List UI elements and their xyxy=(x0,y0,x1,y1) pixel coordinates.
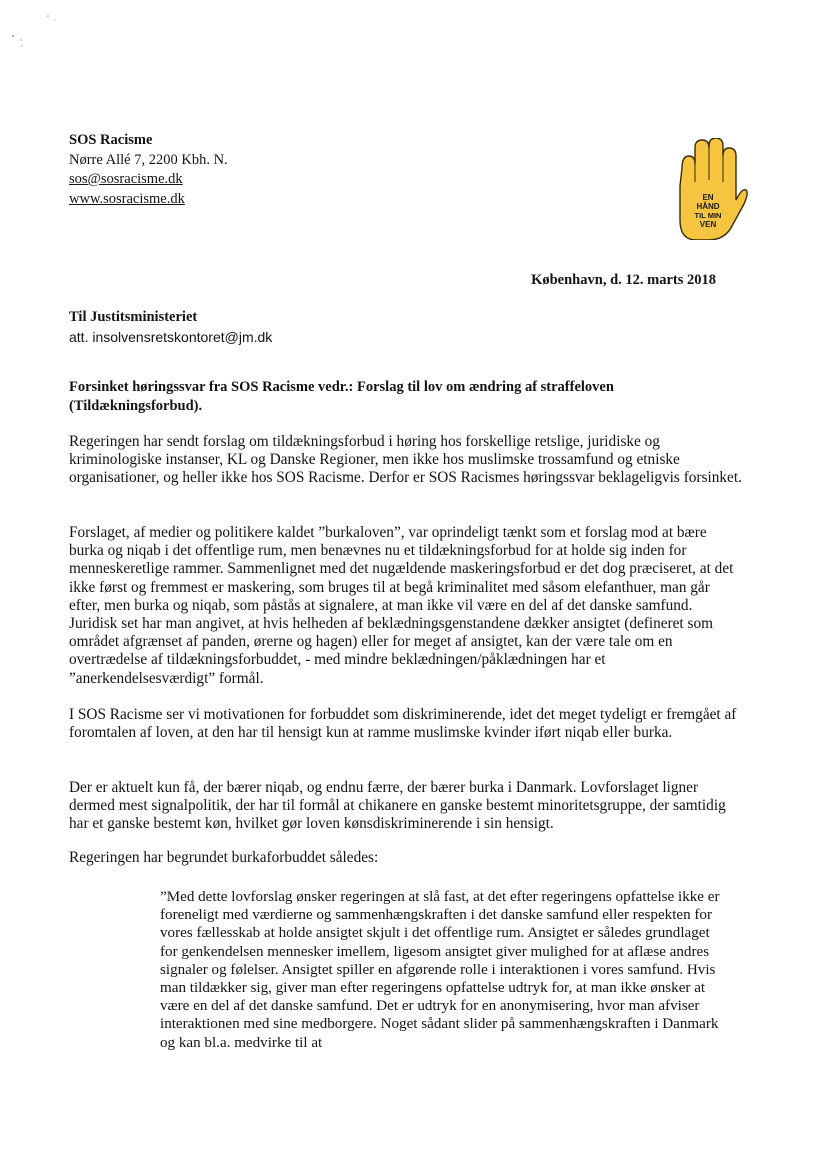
paragraph-1: Regeringen har sendt forslag om tildækningsforbud i høring hos forskellige retslige, juridiske og kriminologiske instanser, KL og Danske Regioner, men ikke hos muslimske trossamfund og etniske organisationer, og heller ikke hos SOS Racisme. Derfor er SOS Racismes høringssvar beklageligvis forsinket. xyxy=(69,433,742,487)
paragraph-2: Forslaget, af medier og politikere kaldet ”burkaloven”, var oprindeligt tænkt som et forslag mod at bære burka og niqab i det offentlige rum, men benævnes nu et tildækningsforbud for at holde sig inden for menneskeretlige rammer. Sammenlignet med det nugældende maskeringsforbud er det dog præciseret, at det ikke først og fremmest er maskering, som bruges til at begå kriminalitet med såsom elefanthuer, man går efter, men burka og niqab, som påstås at signalere, at man ikke vil være en del af det danske samfund. Juridisk set har man angivet, at hvis helheden af beklædningsgenstandene dækker ansigtet (defineret som området afgrænset af panden, ørerne og hagen) eller for meget af ansigtet, kan der være tale om en overtrædelse af tildækningsforbuddet, - med mindre beklædningen/påklædningen har et ”anerkendelsesværdigt” formål. xyxy=(69,524,734,687)
sender-website-link[interactable]: www.sosracisme.dk xyxy=(69,190,185,207)
svg-text:EN: EN xyxy=(702,193,714,202)
recipient-block xyxy=(69,308,272,347)
sender-email-link[interactable]: sos@sosracisme.dk xyxy=(69,171,183,187)
paragraph-3: I SOS Racisme ser vi motivationen for forbuddet som diskriminerende, idet det meget tydeligt er fremgået af foromtalen af loven, at den har til hensigt kun at ramme muslimske kvinder iført niqab eller burka. xyxy=(69,706,737,742)
raised-hand-logo xyxy=(670,138,748,240)
date-line: København, d. 12. marts 2018 xyxy=(531,272,716,288)
svg-text:TIL MIN: TIL MIN xyxy=(694,211,722,220)
subject-line: Forsinket høringssvar fra SOS Racisme vedr.: Forslag til lov om ændring af straffeloven (Tildækningsforbud). xyxy=(69,379,614,414)
paragraph-4: Der er aktuelt kun få, der bærer niqab, og endnu færre, der bærer burka i Danmark. Lovforslaget ligner dermed mest signalpolitik, der har til formål at chikanere en ganske bestemt minoritetsgruppe, der samtidig har et ganske bestemt køn, hvilket gør loven kønsdiskriminerende i sin hensigt. xyxy=(69,779,726,833)
paragraph-5: Regeringen har begrundet burkaforbuddet således: xyxy=(69,849,379,866)
svg-text:VEN: VEN xyxy=(699,220,717,229)
sender-address: Nørre Allé 7, 2200 Kbh. N. xyxy=(69,151,228,168)
scan-specks xyxy=(8,12,68,52)
sender-name: SOS Racisme xyxy=(69,132,153,148)
recipient-att: att. insolvensretskontoret@jm.dk xyxy=(69,328,273,345)
sender-block xyxy=(69,131,228,209)
recipient-name: Til Justitsministeriet xyxy=(69,309,198,325)
svg-text:HÅND: HÅND xyxy=(696,202,720,211)
quoted-justification: ”Med dette lovforslag ønsker regeringen at slå fast, at det efter regeringens opfattelse ikke er foreneligt med værdierne og sammenhængskraften i det danske samfund eller respekten for vores fællesskab at holde ansigtet skjult i det offentlige rum. Ansigtet er således grundlaget for genkendelsen mennesker imellem, ligesom ansigtet giver mulighed for at aflæse andres signaler og følelser. Ansigtet spiller en afgørende rolle i interaktionen i vores samfund. Hvis man tildækker sig, giver man efter regeringens opfattelse udtryk for, at man ikke ønsker at være en del af det danske samfund. Det er udtryk for en anonymisering, hvor man afviser interaktionen med sine medborgere. Noget sådant slider på sammenhængskraften i Danmark og kan bl.a. medvirke til at xyxy=(160,889,720,1051)
